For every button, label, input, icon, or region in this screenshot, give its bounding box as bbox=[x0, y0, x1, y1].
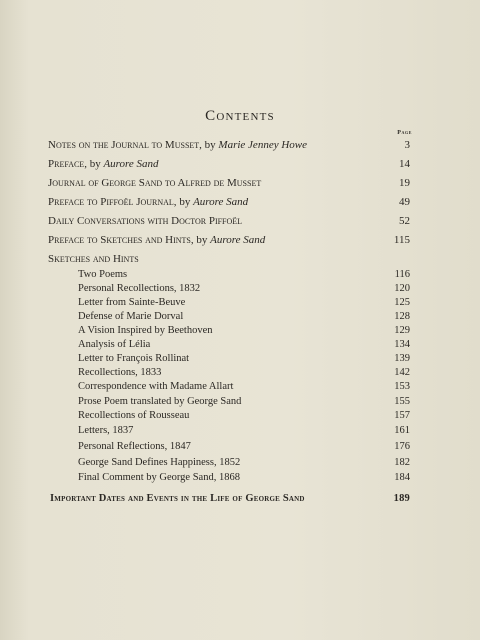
sub-entry-title: Two Poems bbox=[78, 269, 128, 280]
entry-page: 115 bbox=[393, 234, 410, 246]
sub-entry-title: Personal Recollections, 1832 bbox=[78, 283, 201, 294]
sub-entry-page: 134 bbox=[394, 339, 410, 350]
entry-page: 3 bbox=[404, 139, 410, 151]
sub-entry-title: George Sand Defines Happiness, 1852 bbox=[78, 457, 241, 468]
toc-sub-entry bbox=[78, 441, 410, 452]
sub-entry-title: Final Comment by George Sand, 1868 bbox=[78, 472, 240, 483]
entry-title: Journal of George Sand to Alfred de Musset bbox=[48, 177, 262, 189]
sub-entry-page: 161 bbox=[394, 425, 410, 436]
toc-sub-entry bbox=[78, 457, 410, 468]
toc-final-entry bbox=[50, 493, 410, 504]
toc-sub-entry bbox=[78, 381, 410, 392]
toc-sub-entry bbox=[78, 283, 410, 294]
sub-entry-title: Letter to François Rollinat bbox=[78, 353, 190, 364]
sub-entry-title: Prose Poem translated by George Sand bbox=[78, 396, 242, 407]
toc-sub-entry bbox=[78, 353, 410, 364]
sub-entry-title: Recollections of Rousseau bbox=[78, 410, 190, 421]
sub-entry-page: 139 bbox=[394, 353, 410, 364]
sub-entry-page: 153 bbox=[394, 381, 410, 392]
sub-entry-page: 120 bbox=[394, 283, 410, 294]
entry-title: Sketches and Hints bbox=[48, 253, 139, 265]
entry-title: Important Dates and Events in the Life of George Sand bbox=[50, 493, 305, 504]
sub-entry-page: 176 bbox=[394, 441, 410, 452]
entry-author: Marie Jenney Howe bbox=[218, 139, 307, 151]
sub-entry-page: 184 bbox=[394, 472, 410, 483]
sub-entry-page: 129 bbox=[394, 325, 410, 336]
entry-by: by bbox=[204, 139, 219, 151]
toc-sub-entry bbox=[78, 325, 410, 336]
show-through-text bbox=[200, 40, 310, 54]
toc-sub-entry bbox=[78, 339, 410, 350]
toc-sub-entry bbox=[78, 472, 410, 483]
sub-entry-page: 155 bbox=[394, 396, 410, 407]
toc-entry bbox=[48, 196, 410, 208]
entry-title: Preface to Sketches and Hints, bbox=[48, 234, 197, 246]
sub-entry-title: Defense of Marie Dorval bbox=[78, 311, 184, 322]
toc-entry bbox=[48, 139, 410, 151]
entry-title: Daily Conversations with Doctor Piffoël bbox=[48, 215, 243, 227]
sub-entry-page: 128 bbox=[394, 311, 410, 322]
sub-entry-title: Analysis of Lélia bbox=[78, 339, 151, 350]
page-column-header: Page bbox=[397, 130, 412, 136]
entry-page: 49 bbox=[399, 196, 410, 208]
toc-section-heading bbox=[48, 253, 410, 265]
toc-sub-entry bbox=[78, 269, 410, 280]
entry-author: Aurore Sand bbox=[103, 158, 159, 170]
sub-entry-title: Letters, 1837 bbox=[78, 425, 134, 436]
sub-entry-page: 182 bbox=[394, 457, 410, 468]
toc-entry bbox=[48, 177, 410, 189]
entry-by: by bbox=[196, 234, 211, 246]
sub-entry-title: Letter from Sainte-Beuve bbox=[78, 297, 186, 308]
entry-page: 52 bbox=[399, 215, 410, 227]
sub-entry-title: A Vision Inspired by Beethoven bbox=[78, 325, 213, 336]
sub-entry-title: Correspondence with Madame Allart bbox=[78, 381, 234, 392]
sub-entry-page: 116 bbox=[394, 269, 410, 280]
toc-entry bbox=[48, 158, 410, 170]
entry-page: 19 bbox=[399, 177, 410, 189]
entry-by: by bbox=[89, 158, 104, 170]
toc-sub-entry bbox=[78, 425, 410, 436]
entry-author: Aurore Sand bbox=[193, 196, 249, 208]
sub-entry-page: 157 bbox=[394, 410, 410, 421]
sub-entry-page: 125 bbox=[394, 297, 410, 308]
toc-entry bbox=[48, 234, 410, 246]
sub-entry-page: 142 bbox=[394, 367, 410, 378]
toc-sub-entry bbox=[78, 297, 410, 308]
page-title: Contents bbox=[205, 108, 275, 124]
toc-sub-entry bbox=[78, 396, 410, 407]
sub-entry-title: Personal Reflections, 1847 bbox=[78, 441, 191, 452]
entry-title: Notes on the Journal to Musset, bbox=[48, 139, 205, 151]
toc-entry bbox=[48, 215, 410, 227]
toc-sub-entry bbox=[78, 367, 410, 378]
entry-author: Aurore Sand bbox=[210, 234, 266, 246]
entry-title: Preface to Piffoël Journal, bbox=[48, 196, 180, 208]
entry-by: by bbox=[179, 196, 194, 208]
entry-page: 189 bbox=[393, 493, 410, 504]
toc-sub-entry bbox=[78, 410, 410, 421]
toc-sub-entry bbox=[78, 311, 410, 322]
entry-page: 14 bbox=[399, 158, 410, 170]
sub-entry-title: Recollections, 1833 bbox=[78, 367, 162, 378]
entry-title: Preface, bbox=[48, 158, 90, 170]
